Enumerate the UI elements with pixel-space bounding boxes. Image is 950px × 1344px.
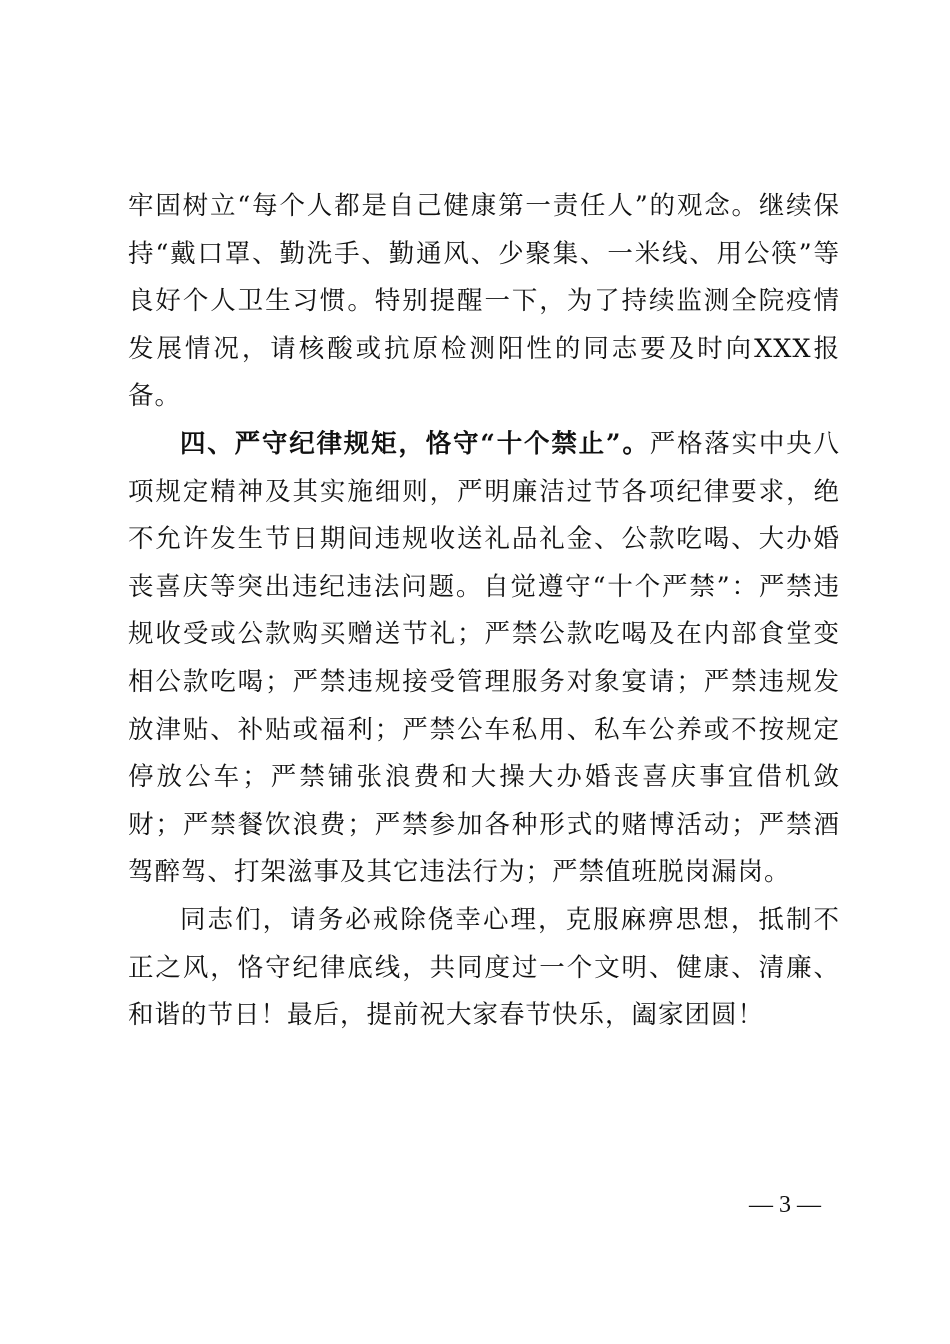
paragraph-closing [128,897,840,1040]
paragraph-section-four [128,421,840,897]
paragraph-text: 牢固树立“每个人都是自己健康第一责任人”的观念。继续保持“戴口罩、勤洗手、勤通风、少聚集、一米线、用公筷”等良好个人卫生习惯。特别提醒一下，为了持续监测全院疫情发展情况，请核酸或抗原检测阳性的同志要及时向XXX报备。 [128,191,840,412]
paragraph-text: 同志们，请务必戒除侥幸心理，克服麻痹思想，抵制不正之风，恪守纪律底线，共同度过一个文明、健康、清廉、和谐的节日！最后，提前祝大家春节快乐，阖家团圆！ [128,904,840,1031]
paragraph-continuation [128,183,840,421]
paragraph-text: 严格落实中央八项规定精神及其实施细则，严明廉洁过节各项纪律要求，绝不允许发生节日期间违规收送礼品礼金、公款吃喝、大办婚丧喜庆等突出违纪违法问题。自觉遵守“十个严禁”：严禁违规收受或公款购买赠送节礼；严禁公款吃喝及在内部食堂变相公款吃喝；严禁违规接受管理服务对象宴请；严禁违规发放津贴、补贴或福利；严禁公车私用、私车公养或不按规定停放公车；严禁铺张浪费和大操大办婚丧喜庆事宜借机敛财；严禁餐饮浪费；严禁参加各种形式的赌博活动；严禁酒驾醉驾、打架滋事及其它违法行为；严禁值班脱岗漏岗。 [128,428,840,888]
document-body [128,183,840,1040]
section-heading: 四、严守纪律规矩，恪守“十个禁止”。 [180,428,650,459]
page-number: — 3 — [749,1192,821,1218]
